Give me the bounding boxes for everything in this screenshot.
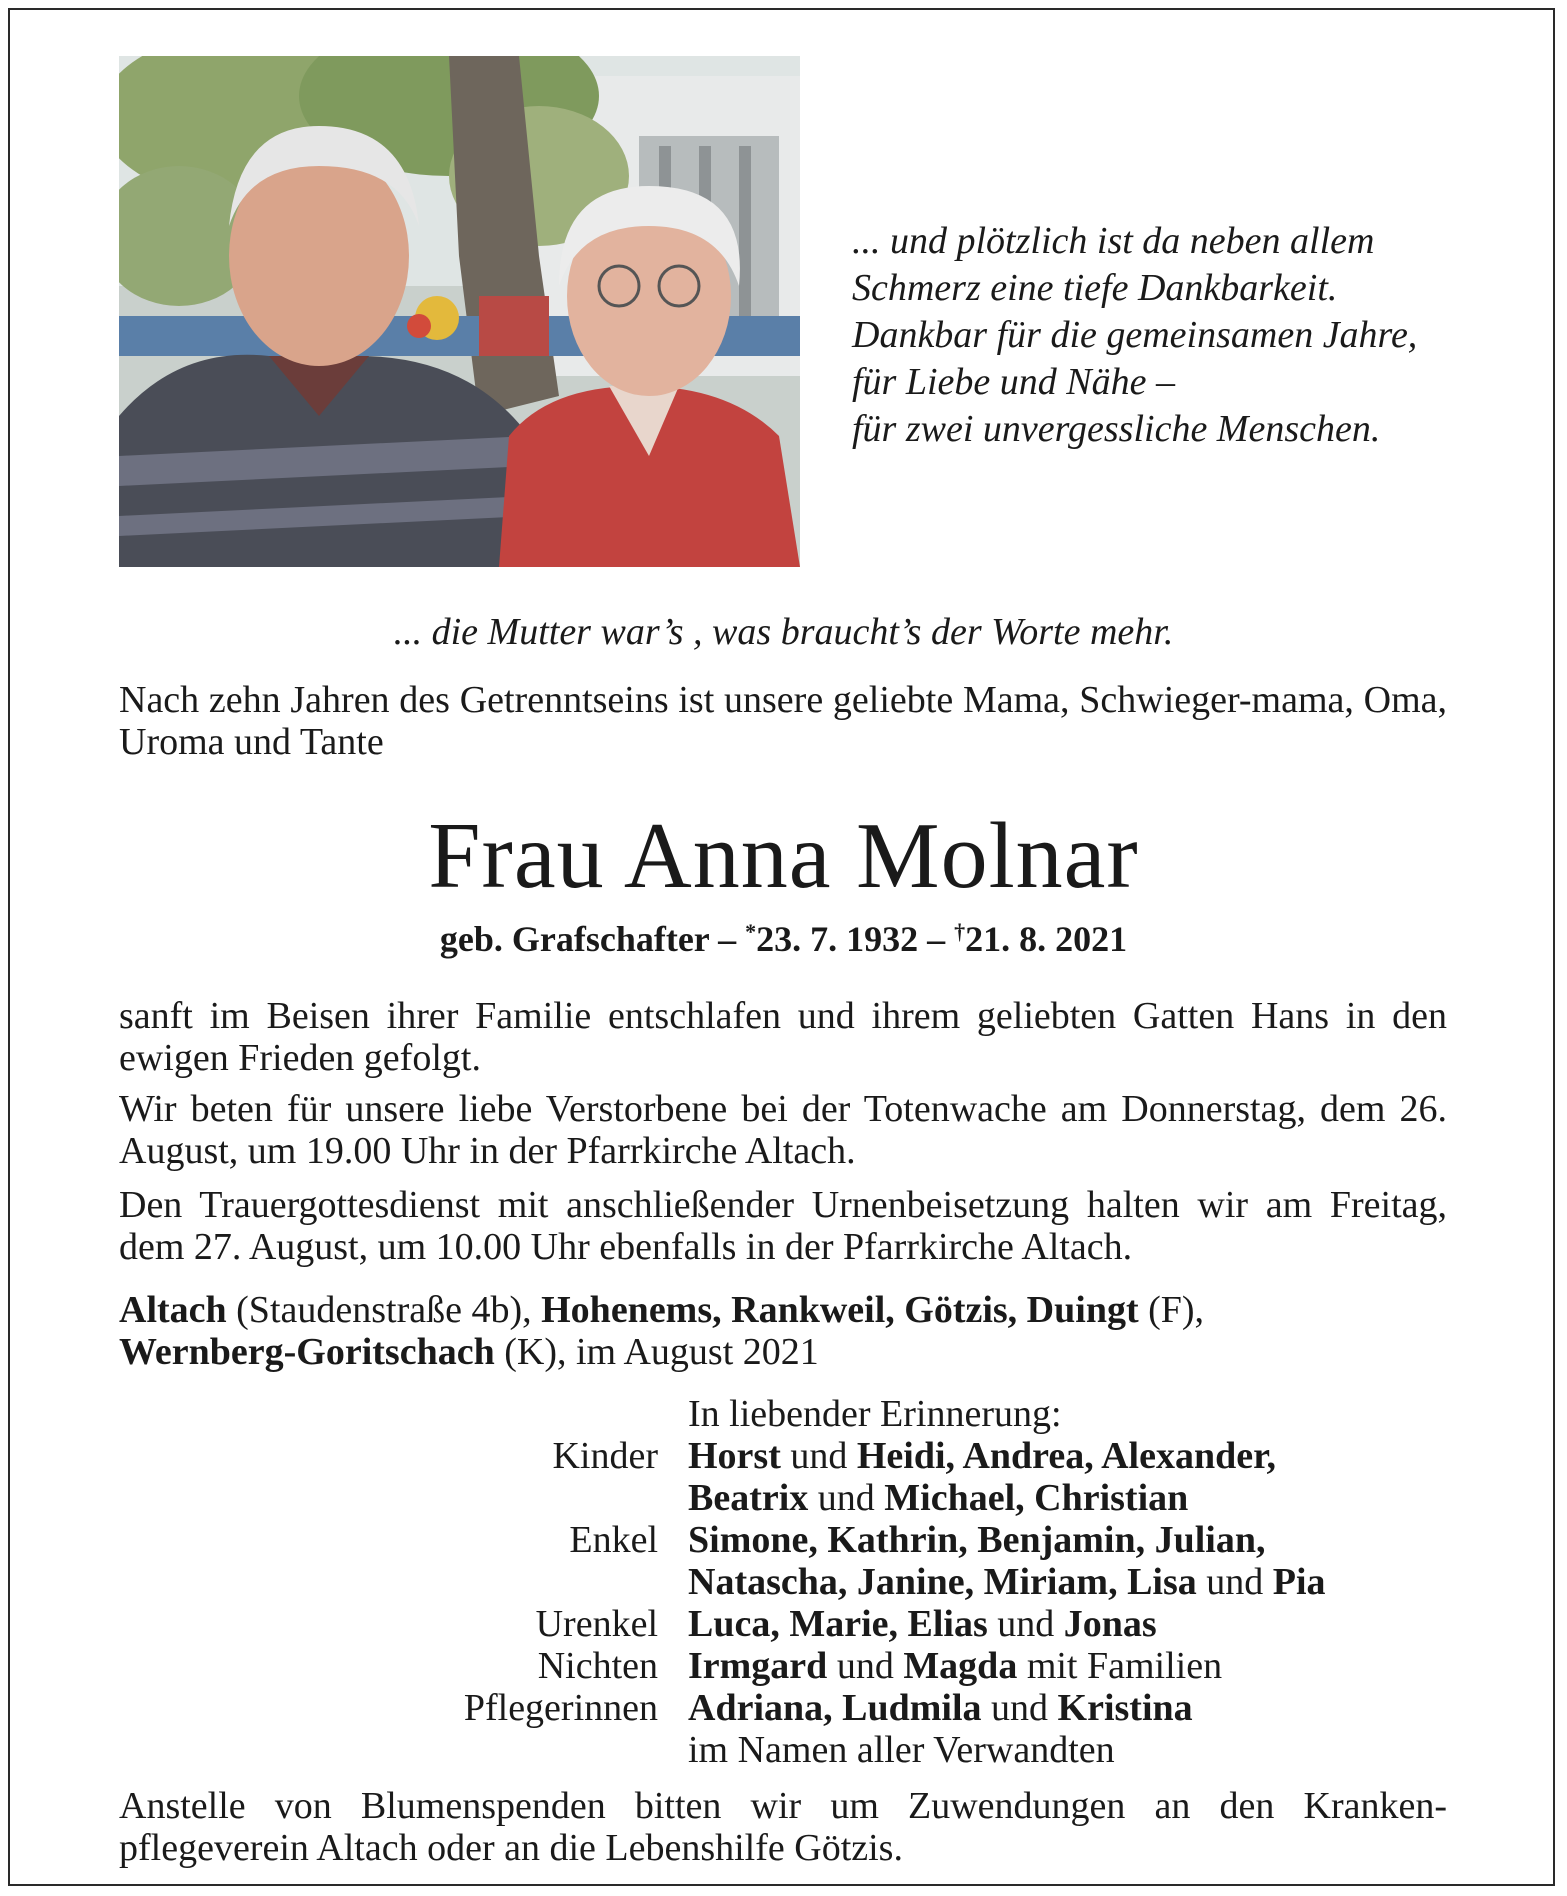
- quote-line: ... und plötzlich ist da neben allem: [852, 220, 1375, 262]
- place-bold: Wernberg-Goritschach: [119, 1331, 495, 1373]
- death-symbol: †: [954, 919, 966, 944]
- place-detail: (Staudenstraße 4b),: [226, 1289, 542, 1331]
- portrait-photo: [119, 56, 800, 567]
- body-paragraph-2: Wir beten für unsere liebe Verstorbene bei der Totenwache am Donnerstag, dem 26. August, um 19.00 Uhr in der Pfarrkirche Altach.: [119, 1088, 1447, 1172]
- body-paragraph-1: sanft im Beisen ihrer Familie entschlafen und ihrem geliebten Gatten Hans in den ewigen Frieden gefolgt.: [119, 995, 1447, 1079]
- maiden-name: geb. Grafschafter: [439, 919, 710, 959]
- poem-quote: [852, 218, 1417, 453]
- family-footer: im Namen aller Verwandten: [688, 1729, 1115, 1771]
- quote-line: für zwei unvergessliche Menschen.: [852, 408, 1381, 450]
- quote-line: Dankbar für die gemeinsamen Jahre,: [852, 314, 1418, 356]
- place-detail: (K), im August 2021: [494, 1331, 819, 1373]
- family-label: Kinder: [552, 1435, 658, 1477]
- quote-line: für Liebe und Nähe –: [852, 361, 1175, 403]
- separator: –: [718, 919, 737, 959]
- life-dates: [0, 918, 1567, 960]
- closing-text: Anstelle von Blumenspenden bitten wir um Zuwendungen an den Kranken-pflegeverein Altach oder an die Lebenshilfe Götzis.: [119, 1785, 1447, 1869]
- birth-symbol: *: [745, 919, 757, 944]
- family-header: In liebender Erinnerung:: [688, 1393, 1062, 1435]
- family-label: Enkel: [569, 1519, 658, 1561]
- quote-line: Schmerz eine tiefe Dankbarkeit.: [852, 267, 1338, 309]
- birth-date: 23. 7. 1932: [756, 919, 919, 959]
- body-paragraph-3: Den Trauergottesdienst mit anschließender Urnenbeisetzung halten wir am Freitag, dem 27. August, um 10.00 Uhr ebenfalls in der Pfarrkirche Altach.: [119, 1184, 1447, 1268]
- separator: –: [927, 919, 946, 959]
- deceased-name: Frau Anna Molnar: [428, 804, 1139, 908]
- family-label: Urenkel: [535, 1603, 658, 1645]
- intro-text: Nach zehn Jahren des Getrenntseins ist unsere geliebte Mama, Schwieger-mama, Oma, Uroma und Tante: [119, 679, 1447, 763]
- family-label: Pflegerinnen: [463, 1687, 658, 1729]
- death-date: 21. 8. 2021: [965, 919, 1128, 959]
- place-detail: (F),: [1138, 1289, 1205, 1331]
- motto: ... die Mutter war’s , was braucht’s der Worte mehr.: [393, 611, 1174, 653]
- family-list: In liebender Erinnerung: Kinder Horst und Heidi, Andrea, Alexander, Beatrix und Michael, Christian Enkel Simone, Kathrin, Benjamin, Julian, Natascha, Janine, Miriam, Lisa und Pia Urenkel Luca, Marie, Elias und Jonas Nichten Irmgard und Magda mit Familien Pflegerinnen Adriana, Ludmila und Kristina im Namen aller Verwandten: [119, 1393, 1459, 1771]
- place-bold: Altach: [119, 1289, 227, 1331]
- family-label: Nichten: [537, 1645, 658, 1687]
- places-line: [119, 1289, 1204, 1373]
- place-bold: Hohenems, Rankweil, Götzis, Duingt: [541, 1289, 1139, 1331]
